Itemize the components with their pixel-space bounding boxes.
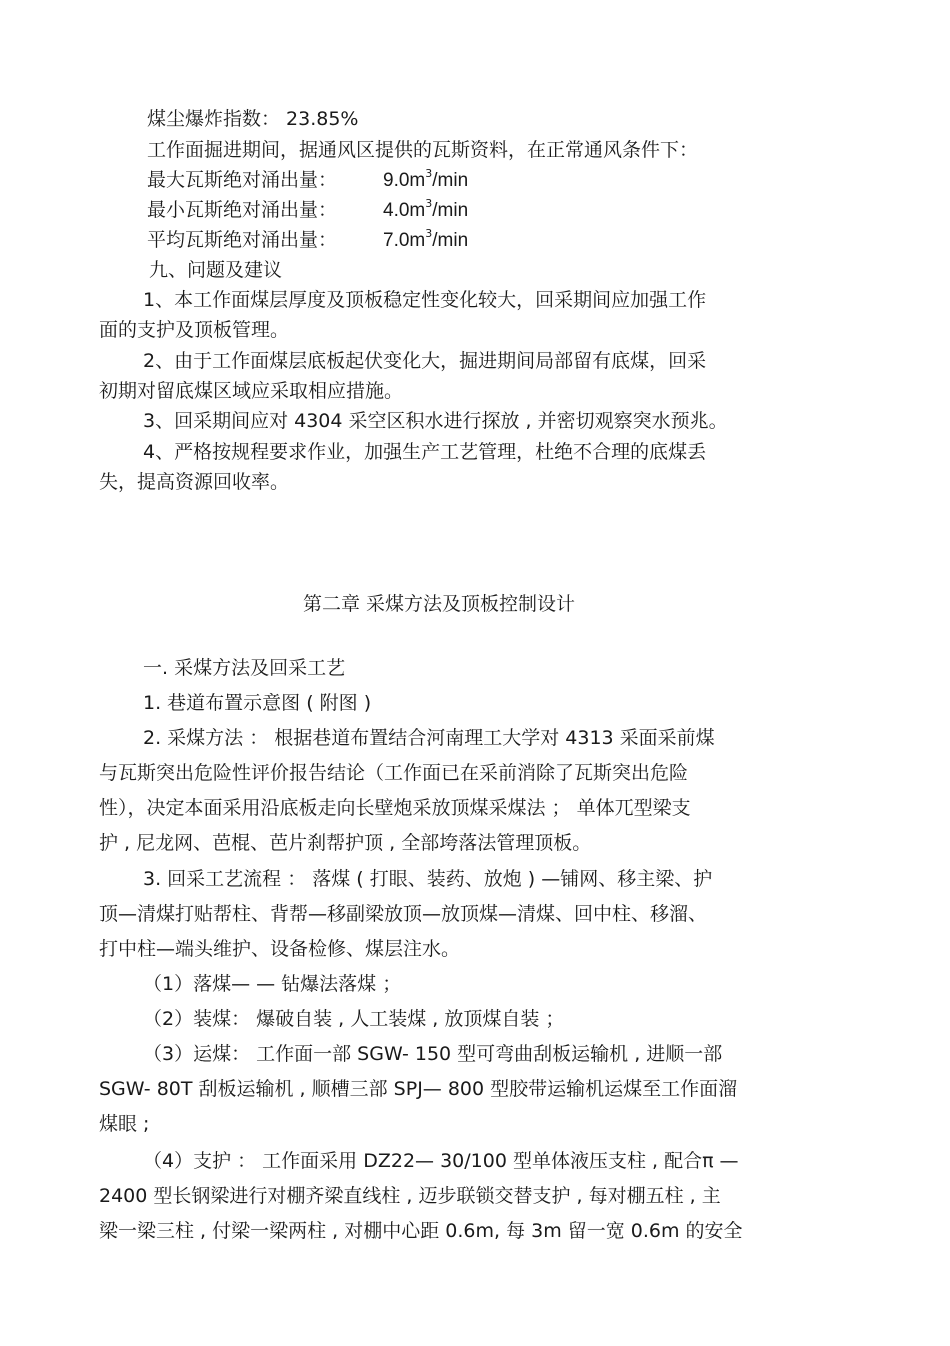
- text-line: 性），决定本面采用沿底板走向长壁炮采放顶煤采煤法 ； 单体兀型梁支: [99, 797, 691, 819]
- text-line: 3、回采期间应对 4304 采空区积水进行探放 , 并密切观察突水预兆。: [143, 410, 728, 432]
- gas-max-label: 最大瓦斯绝对涌出量：: [147, 169, 338, 191]
- text-line: （3）运煤： 工作面一部 SGW- 150 型可弯曲刮板运输机 , 进顺一部: [143, 1043, 723, 1065]
- gas-avg-label: 平均瓦斯绝对涌出量：: [147, 229, 338, 251]
- text-line: 失，提高资源回收率。: [99, 471, 290, 493]
- text-line: 打中柱—端头维护、设备检修、煤层注水。: [99, 938, 461, 960]
- text-line: 面的支护及顶板管理。: [99, 319, 290, 341]
- gas-min-label: 最小瓦斯绝对涌出量：: [147, 199, 338, 221]
- gas-max-value: 9.0m: [383, 170, 426, 191]
- text-line: （2）装煤： 爆破自装 , 人工装煤 , 放顶煤自装 ；: [143, 1008, 565, 1030]
- gas-min-line: [147, 198, 468, 225]
- text-line: 2400 型长钢梁进行对棚齐梁直线柱 , 迈步联锁交替支护 , 每对棚五柱 , 主: [99, 1185, 721, 1207]
- gas-avg-unit: /min: [432, 230, 469, 251]
- text-line: （4）支护 ： 工作面采用 DZ22— 30/100 型单体液压支柱 , 配合π —: [143, 1150, 739, 1172]
- text-line: 初期对留底煤区域应采取相应措施。: [99, 380, 404, 402]
- text-line: 2、由于工作面煤层底板起伏变化大，掘进期间局部留有底煤，回采: [143, 350, 707, 372]
- text-line: SGW- 80T 刮板运输机 , 顺槽三部 SPJ— 800 型胶带运输机运煤至工作面溜: [99, 1078, 738, 1100]
- text-line: 1、本工作面煤层厚度及顶板稳定性变化较大，回采期间应加强工作: [143, 289, 707, 311]
- text-line: 工作面掘进期间，据通风区提供的瓦斯资料，在正常通风条件下：: [147, 139, 699, 161]
- text-line: 煤眼 ;: [99, 1113, 150, 1135]
- text-line: 护 , 尼龙网、芭棍、芭片刹帮护顶 , 全部垮落法管理顶板。: [99, 832, 592, 854]
- text-line: 顶—清煤打贴帮柱、背帮—移副梁放顶—放顶煤—清煤、回中柱、移溜、: [99, 903, 708, 925]
- gas-max-line: [147, 168, 468, 195]
- gas-min-value: 4.0m: [383, 200, 426, 221]
- text-line: 梁一梁三柱 , 付梁一梁两柱 , 对棚中心距 0.6m, 每 3m 留一宽 0.6m 的安全: [99, 1220, 743, 1242]
- text-line: 1. 巷道布置示意图 ( 附图 ): [143, 692, 372, 714]
- gas-avg-value: 7.0m: [383, 230, 426, 251]
- gas-max-unit: /min: [432, 170, 469, 191]
- text-line: 2. 采煤方法 ： 根据巷道布置结合河南理工大学对 4313 采面采前煤: [143, 727, 715, 749]
- superscript: 3: [425, 197, 433, 210]
- text-line: （1）落煤— — 钻爆法落煤 ；: [143, 973, 402, 995]
- gas-min-unit: /min: [432, 200, 469, 221]
- text-line: 与瓦斯突出危险性评价报告结论（工作面已在采前消除了瓦斯突出危险: [99, 762, 689, 784]
- section-heading: 九、问题及建议: [149, 259, 283, 281]
- text-line: 3. 回采工艺流程 ： 落煤 ( 打眼、装药、放炮 ) —铺网、移主梁、护: [143, 868, 713, 890]
- section-heading: 一. 采煤方法及回采工艺: [143, 657, 346, 679]
- text-line: 煤尘爆炸指数： 23.85%: [147, 108, 359, 130]
- chapter-title: 第二章 采煤方法及顶板控制设计: [303, 593, 576, 615]
- gas-avg-line: [147, 228, 468, 255]
- superscript: 3: [425, 227, 433, 240]
- text-line: 4、严格按规程要求作业，加强生产工艺管理，杜绝不合理的底煤丢: [143, 441, 707, 463]
- superscript: 3: [425, 167, 433, 180]
